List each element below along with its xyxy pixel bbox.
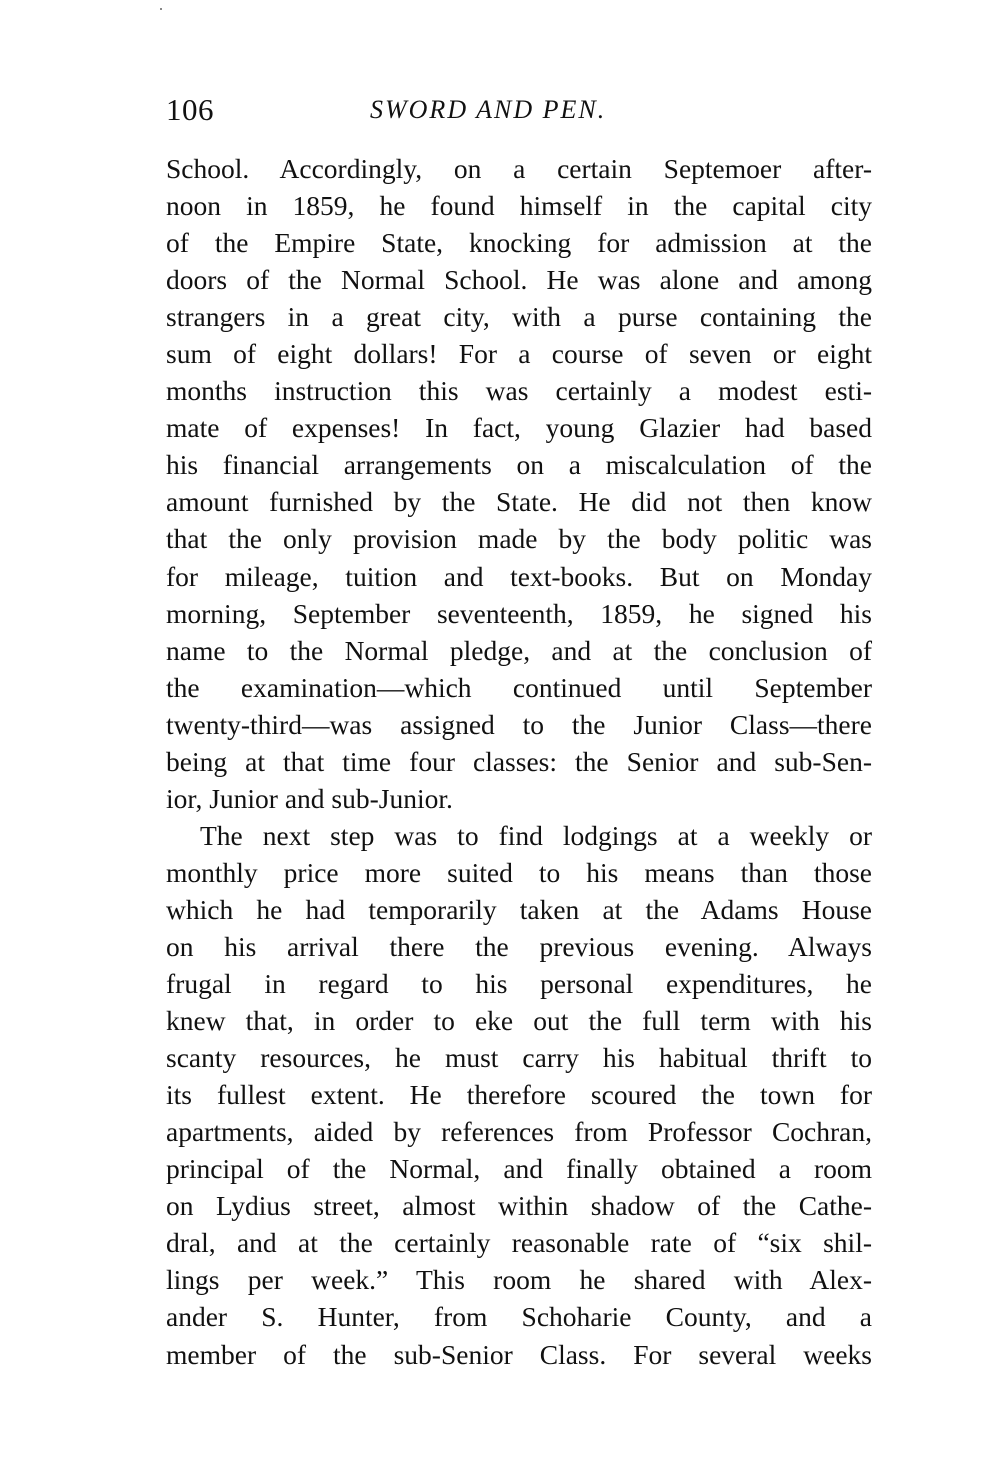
paragraph-end-line: ior, Junior and sub-Junior. [166, 782, 453, 814]
text-line: his financial arrangements on a miscalculation of the [166, 449, 872, 481]
text-line: morning, September seventeenth, 1859, he signed his [166, 597, 872, 629]
text-line: frugal in regard to his personal expenditures, he [166, 968, 872, 1000]
text-line: sum of eight dollars! For a course of seven or eight [166, 338, 872, 370]
text-line: scanty resources, he must carry his habitual thrift to [166, 1042, 872, 1074]
page-header [166, 90, 872, 130]
text-line: which he had temporarily taken at the Adams House [166, 893, 872, 925]
paragraph-start-line: The next step was to find lodgings at a weekly or [200, 819, 872, 851]
text-line: mate of expenses! In fact, young Glazier had based [166, 412, 872, 444]
text-line: noon in 1859, he found himself in the capital city [166, 190, 872, 222]
text-line: months instruction this was certainly a modest esti- [166, 375, 872, 407]
text-line: member of the sub-Senior Class. For several weeks [166, 1338, 872, 1370]
text-line: lings per week.” This room he shared with Alex- [166, 1264, 872, 1296]
text-line: strangers in a great city, with a purse containing the [166, 301, 872, 333]
running-head-title: SWORD AND PEN. [370, 95, 607, 124]
text-line: monthly price more suited to his means than those [166, 856, 872, 888]
text-line: name to the Normal pledge, and at the conclusion of [166, 634, 872, 666]
page-number: 106 [166, 92, 214, 127]
text-line: for mileage, tuition and text-books. But on Monday [166, 560, 872, 592]
text-line: knew that, in order to eke out the full term with his [166, 1005, 872, 1037]
text-line: doors of the Normal School. He was alone and among [166, 264, 872, 296]
text-line: twenty-third—was assigned to the Junior Class—there [166, 708, 872, 740]
body-text [166, 150, 872, 1373]
text-line: apartments, aided by references from Professor Cochran, [166, 1116, 872, 1148]
scan-speck [160, 8, 162, 10]
text-line: amount furnished by the State. He did not then know [166, 486, 872, 518]
text-line: ander S. Hunter, from Schoharie County, and a [166, 1301, 872, 1333]
text-line: that the only provision made by the body politic was [166, 523, 872, 555]
text-line: principal of the Normal, and finally obtained a room [166, 1153, 872, 1185]
text-line: of the Empire State, knocking for admission at the [166, 227, 872, 259]
text-line: being at that time four classes: the Senior and sub-Sen- [166, 745, 872, 777]
text-line: School. Accordingly, on a certain Septemoer after- [166, 153, 872, 184]
text-line: its fullest extent. He therefore scoured the town for [166, 1079, 872, 1111]
text-line: dral, and at the certainly reasonable rate of “six shil- [166, 1227, 872, 1259]
text-line: on his arrival there the previous evening. Always [166, 930, 872, 962]
text-line: the examination—which continued until September [166, 671, 872, 703]
text-line: on Lydius street, almost within shadow of the Cathe- [166, 1190, 872, 1222]
